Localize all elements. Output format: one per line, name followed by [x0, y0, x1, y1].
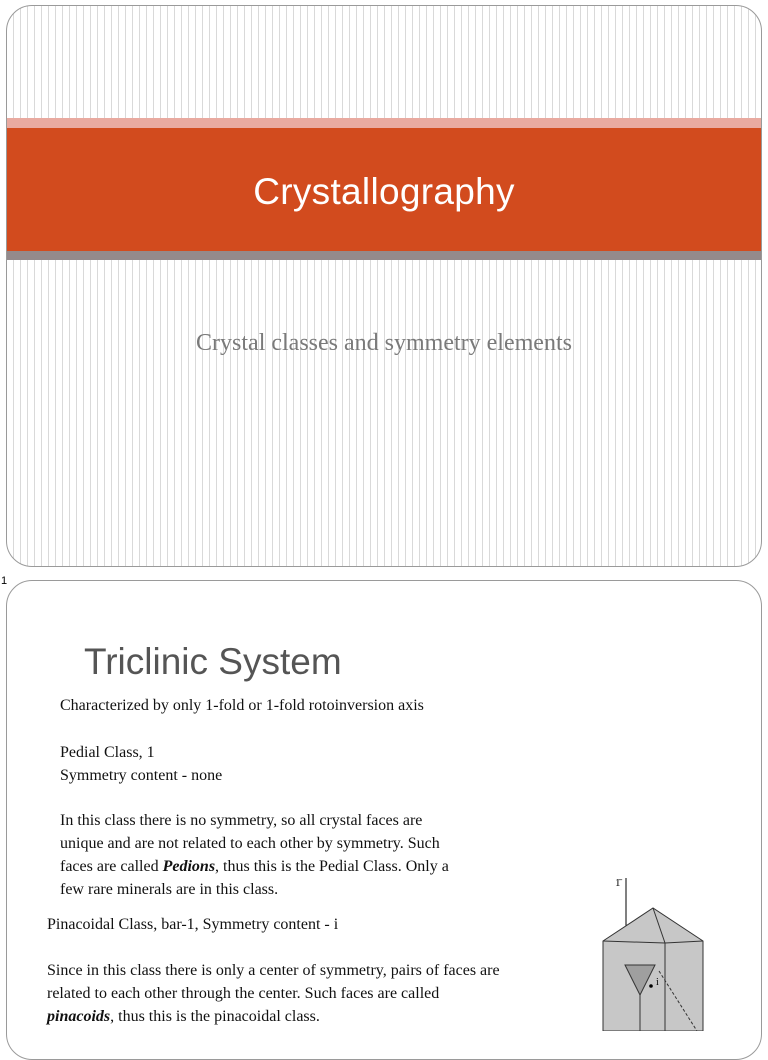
center-of-symmetry	[649, 984, 653, 988]
pedial-symmetry-content: Symmetry content - none	[60, 767, 223, 784]
triclinic-slide	[6, 580, 762, 1060]
text-span: , thus this is the Pedial Class. Only a	[215, 858, 449, 875]
accent-band-top	[7, 118, 761, 128]
axis-label: 1̄	[615, 877, 621, 889]
pinacoidal-class-heading: Pinacoidal Class, bar-1, Symmetry content - i	[47, 916, 339, 933]
pinacoidal-description-line: related to each other through the center. Such faces are called	[47, 985, 440, 1002]
slide-number: 1	[1, 575, 8, 587]
crystal-diagram	[593, 871, 723, 1031]
title-slide	[6, 5, 762, 567]
pedial-description-line: unique and are not related to each other by symmetry. Such	[60, 835, 440, 852]
title-banner	[7, 128, 761, 251]
characterized-text: Characterized by only 1-fold or 1-fold rotoinversion axis	[60, 697, 424, 714]
accent-band-bottom	[7, 251, 761, 260]
pedial-description-line	[60, 855, 449, 878]
pinacoids-term: pinacoids	[47, 1008, 111, 1025]
pedions-term: Pedions	[162, 858, 216, 875]
center-label: i	[656, 977, 659, 988]
pedial-description-line: few rare minerals are in this class.	[60, 881, 279, 898]
pedial-class-heading: Pedial Class, 1	[60, 744, 155, 761]
text-span: faces are called	[60, 858, 163, 875]
pinacoidal-description-line: Since in this class there is only a center of symmetry, pairs of faces are	[47, 962, 500, 979]
pedial-description-line: In this class there is no symmetry, so all crystal faces are	[60, 812, 423, 829]
slide-subtitle: Crystal classes and symmetry elements	[196, 330, 572, 356]
slide-title: Triclinic System	[84, 641, 342, 682]
text-span: , thus this is the pinacoidal class.	[110, 1008, 320, 1025]
slide-title: Crystallography	[253, 170, 515, 212]
pinacoidal-description-line	[47, 1005, 320, 1028]
